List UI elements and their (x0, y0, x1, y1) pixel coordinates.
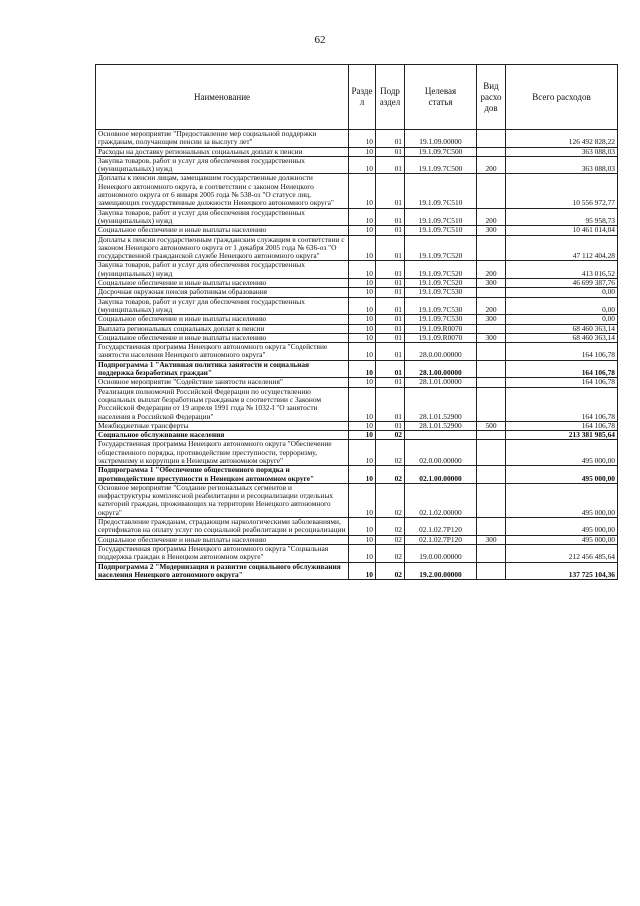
row-celevaya-cell: 28.1.01.52900 (405, 421, 477, 430)
row-razdel-cell: 10 (349, 174, 376, 208)
row-name-cell: Социальное обеспечение и иные выплаты населению (96, 279, 349, 288)
row-vid-cell (477, 235, 506, 261)
row-name-cell: Государственная программа Ненецкого автономного округа "Обеспечение общественного порядка, противодействие преступности, терроризму, экстремизму и коррупции в Ненецком автономном округе" (96, 440, 349, 466)
table-row (96, 279, 618, 288)
table-row (96, 226, 618, 235)
header-razdel: Разде л (349, 65, 376, 130)
row-razdel-cell: 10 (349, 147, 376, 156)
row-podrazdel-cell: 01 (376, 387, 405, 421)
row-sum-cell: 363 088,03 (506, 156, 618, 174)
row-vid-cell (477, 518, 506, 536)
row-celevaya-cell: 19.1.09.7С530 (405, 297, 477, 315)
table-row (96, 235, 618, 261)
row-podrazdel-cell: 01 (376, 261, 405, 279)
row-vid-cell: 500 (477, 421, 506, 430)
row-celevaya-cell: 28.0.00.00000 (405, 343, 477, 361)
row-sum-cell: 164 106,78 (506, 343, 618, 361)
row-vid-cell (477, 130, 506, 148)
row-podrazdel-cell: 01 (376, 279, 405, 288)
table-row (96, 387, 618, 421)
row-name-cell: Подпрограмма 2 "Модернизация и развитие социального обслуживания населения Ненецкого автономного округа" (96, 562, 349, 580)
row-vid-cell (477, 387, 506, 421)
row-vid-cell (477, 466, 506, 484)
row-podrazdel-cell: 01 (376, 288, 405, 297)
row-sum-cell: 126 492 828,22 (506, 130, 618, 148)
row-vid-cell: 300 (477, 535, 506, 544)
row-sum-cell: 0,00 (506, 297, 618, 315)
row-name-cell: Подпрограмма 1 "Активная политика занятости и социальная поддержка безработных граждан" (96, 360, 349, 378)
row-vid-cell: 200 (477, 208, 506, 226)
row-razdel-cell: 10 (349, 324, 376, 333)
row-name-cell: Доплаты к пенсии лицам, замещавшим государственные должности Ненецкого автономного округа, в соответствии с законом Ненецкого автономного округа от 6 января 2005 года № 538-оз "О статусе лиц, замещающих государственные должности Ненецкого автономного округа" (96, 174, 349, 208)
row-celevaya-cell: 02.0.00.00000 (405, 440, 477, 466)
row-celevaya-cell: 19.1.09.7С500 (405, 156, 477, 174)
table-row (96, 343, 618, 361)
table-row (96, 261, 618, 279)
row-celevaya-cell: 19.1.09.7С520 (405, 235, 477, 261)
row-name-cell: Закупка товаров, работ и услуг для обеспечения государственных (муниципальных) нужд (96, 297, 349, 315)
row-celevaya-cell: 19.1.09.7С500 (405, 147, 477, 156)
row-sum-cell: 68 460 363,14 (506, 333, 618, 342)
row-vid-cell (477, 174, 506, 208)
row-razdel-cell: 10 (349, 466, 376, 484)
row-sum-cell: 413 016,52 (506, 261, 618, 279)
row-sum-cell: 10 556 972,77 (506, 174, 618, 208)
row-sum-cell: 0,00 (506, 315, 618, 324)
row-sum-cell: 164 106,78 (506, 378, 618, 387)
row-razdel-cell: 10 (349, 297, 376, 315)
row-celevaya-cell: 19.1.09.7С530 (405, 288, 477, 297)
row-sum-cell: 164 106,78 (506, 421, 618, 430)
row-name-cell: Предоставление гражданам, страдающим наркологическими заболеваниями, сертификатов на оплату услуг по социальной реабилитации и ресоциализации (96, 518, 349, 536)
table-row (96, 440, 618, 466)
row-podrazdel-cell: 01 (376, 343, 405, 361)
row-podrazdel-cell: 01 (376, 297, 405, 315)
row-podrazdel-cell: 02 (376, 483, 405, 517)
row-podrazdel-cell: 02 (376, 544, 405, 562)
row-name-cell: Социальное обеспечение и иные выплаты населению (96, 315, 349, 324)
table-row (96, 421, 618, 430)
row-razdel-cell: 10 (349, 387, 376, 421)
table-row (96, 147, 618, 156)
table-row (96, 378, 618, 387)
row-razdel-cell: 10 (349, 156, 376, 174)
row-sum-cell: 363 088,03 (506, 147, 618, 156)
table-row (96, 360, 618, 378)
row-razdel-cell: 10 (349, 378, 376, 387)
row-razdel-cell: 10 (349, 343, 376, 361)
row-razdel-cell: 10 (349, 208, 376, 226)
row-name-cell: Закупка товаров, работ и услуг для обеспечения государственных (муниципальных) нужд (96, 208, 349, 226)
row-podrazdel-cell: 01 (376, 333, 405, 342)
row-celevaya-cell: 19.1.09.7С510 (405, 208, 477, 226)
row-sum-cell: 10 461 014,04 (506, 226, 618, 235)
row-vid-cell (477, 431, 506, 440)
row-sum-cell: 495 000,00 (506, 518, 618, 536)
row-podrazdel-cell: 02 (376, 562, 405, 580)
header-vid-rashodov: Вид расхо дов (477, 65, 506, 130)
row-celevaya-cell: 02.1.02.00000 (405, 483, 477, 517)
row-vid-cell: 200 (477, 297, 506, 315)
row-celevaya-cell: 19.1.09.7С510 (405, 226, 477, 235)
row-vid-cell: 300 (477, 279, 506, 288)
row-vid-cell: 300 (477, 226, 506, 235)
row-sum-cell: 47 112 404,28 (506, 235, 618, 261)
row-sum-cell: 495 000,00 (506, 440, 618, 466)
row-podrazdel-cell: 01 (376, 174, 405, 208)
row-razdel-cell: 10 (349, 518, 376, 536)
row-name-cell: Выплата региональных социальных доплат к пенсии (96, 324, 349, 333)
row-sum-cell: 164 106,78 (506, 387, 618, 421)
row-vid-cell (477, 544, 506, 562)
header-podrazdel: Подр аздел (376, 65, 405, 130)
table-row (96, 297, 618, 315)
row-sum-cell: 137 725 104,36 (506, 562, 618, 580)
row-podrazdel-cell: 01 (376, 378, 405, 387)
row-name-cell: Досрочная окружная пенсия работникам образования (96, 288, 349, 297)
table-row (96, 324, 618, 333)
row-podrazdel-cell: 01 (376, 360, 405, 378)
row-name-cell: Социальное обеспечение и иные выплаты населению (96, 535, 349, 544)
header-celevaya-statya: Целевая статья (405, 65, 477, 130)
row-sum-cell: 213 381 985,64 (506, 431, 618, 440)
row-podrazdel-cell: 01 (376, 315, 405, 324)
row-razdel-cell: 10 (349, 431, 376, 440)
table-row (96, 333, 618, 342)
table-row (96, 315, 618, 324)
row-podrazdel-cell: 01 (376, 324, 405, 333)
row-name-cell: Государственная программа Ненецкого автономного округа "Содействие занятости населения Ненецкого автономного округа" (96, 343, 349, 361)
row-vid-cell (477, 378, 506, 387)
row-celevaya-cell: 28.1.01.52900 (405, 387, 477, 421)
row-razdel-cell: 10 (349, 421, 376, 430)
row-name-cell: Закупка товаров, работ и услуг для обеспечения государственных (муниципальных) нужд (96, 261, 349, 279)
row-vid-cell (477, 440, 506, 466)
table-row (96, 535, 618, 544)
row-celevaya-cell: 19.1.09.7С510 (405, 174, 477, 208)
row-name-cell: Доплаты к пенсии государственным гражданским служащим в соответствии с законом Ненецкого автономного округа от 1 декабря 2005 года № 636-оз "О государственной гражданской службе Ненецкого автономного округа" (96, 235, 349, 261)
budget-table (95, 64, 618, 580)
row-name-cell: Закупка товаров, работ и услуг для обеспечения государственных (муниципальных) нужд (96, 156, 349, 174)
table-row (96, 562, 618, 580)
row-celevaya-cell: 02.1.00.00000 (405, 466, 477, 484)
row-razdel-cell: 10 (349, 360, 376, 378)
row-razdel-cell: 10 (349, 279, 376, 288)
row-celevaya-cell: 19.0.00.00000 (405, 544, 477, 562)
row-razdel-cell: 10 (349, 544, 376, 562)
table-row (96, 483, 618, 517)
row-razdel-cell: 10 (349, 130, 376, 148)
row-vid-cell: 200 (477, 261, 506, 279)
row-name-cell: Государственная программа Ненецкого автономного округа "Социальная поддержка граждан в Ненецком автономном округе" (96, 544, 349, 562)
row-celevaya-cell: 19.2.00.00000 (405, 562, 477, 580)
row-vid-cell (477, 324, 506, 333)
table-row (96, 431, 618, 440)
row-sum-cell: 495 000,00 (506, 483, 618, 517)
row-razdel-cell: 10 (349, 440, 376, 466)
row-podrazdel-cell: 01 (376, 147, 405, 156)
row-name-cell: Реализация полномочий Российской Федерации по осуществлению социальных выплат безработным гражданам в соответствии с Законом Российской Федерации от 19 апреля 1991 года № 1032-I "О занятости населения в Российской Федерации" (96, 387, 349, 421)
row-name-cell: Основное мероприятие "Содействие занятости населения" (96, 378, 349, 387)
table-body (96, 130, 618, 580)
row-celevaya-cell: 19.1.09.7С520 (405, 261, 477, 279)
row-podrazdel-cell: 01 (376, 130, 405, 148)
row-celevaya-cell: 02.1.02.7Р120 (405, 518, 477, 536)
row-celevaya-cell: 19.1.09.00000 (405, 130, 477, 148)
row-vid-cell: 200 (477, 156, 506, 174)
row-celevaya-cell: 02.1.02.7Р120 (405, 535, 477, 544)
page-number: 62 (314, 34, 326, 46)
row-celevaya-cell: 19.1.09.R0070 (405, 333, 477, 342)
row-name-cell: Межбюджетные трансферты (96, 421, 349, 430)
row-celevaya-cell: 19.1.09.7С530 (405, 315, 477, 324)
row-podrazdel-cell: 02 (376, 440, 405, 466)
row-razdel-cell: 10 (349, 535, 376, 544)
row-sum-cell: 46 699 387,76 (506, 279, 618, 288)
table-row (96, 174, 618, 208)
row-podrazdel-cell: 02 (376, 466, 405, 484)
table-row (96, 466, 618, 484)
row-sum-cell: 212 456 485,64 (506, 544, 618, 562)
row-razdel-cell: 10 (349, 483, 376, 517)
header-name: Наименование (96, 65, 349, 130)
row-celevaya-cell: 28.1.01.00000 (405, 378, 477, 387)
row-name-cell: Расходы на доставку региональных социальных доплат к пенсии (96, 147, 349, 156)
row-razdel-cell: 10 (349, 315, 376, 324)
row-sum-cell: 495 000,00 (506, 535, 618, 544)
table-row (96, 544, 618, 562)
row-celevaya-cell: 28.1.00.00000 (405, 360, 477, 378)
row-podrazdel-cell: 02 (376, 431, 405, 440)
row-vid-cell (477, 343, 506, 361)
row-podrazdel-cell: 01 (376, 208, 405, 226)
row-sum-cell: 95 958,73 (506, 208, 618, 226)
row-razdel-cell: 10 (349, 261, 376, 279)
row-podrazdel-cell: 01 (376, 235, 405, 261)
row-vid-cell: 300 (477, 315, 506, 324)
table-row (96, 288, 618, 297)
row-sum-cell: 495 000,00 (506, 466, 618, 484)
row-razdel-cell: 10 (349, 333, 376, 342)
row-razdel-cell: 10 (349, 288, 376, 297)
row-sum-cell: 164 106,78 (506, 360, 618, 378)
table-row (96, 208, 618, 226)
row-vid-cell (477, 562, 506, 580)
row-celevaya-cell: 19.1.09.7С520 (405, 279, 477, 288)
row-name-cell: Основное мероприятие "Создание региональных сегментов и инфраструктуры комплексной реабилитации и ресоциализации отдельных категорий граждан, проживающих на территории Ненецкого автономного округа" (96, 483, 349, 517)
row-sum-cell: 68 460 363,14 (506, 324, 618, 333)
row-celevaya-cell (405, 431, 477, 440)
table-row (96, 518, 618, 536)
row-vid-cell: 300 (477, 333, 506, 342)
row-razdel-cell: 10 (349, 562, 376, 580)
row-podrazdel-cell: 01 (376, 226, 405, 235)
row-sum-cell: 0,00 (506, 288, 618, 297)
row-name-cell: Основное мероприятие "Предоставление мер социальной поддержки гражданам, получающим пенсии за выслугу лет" (96, 130, 349, 148)
table-row (96, 156, 618, 174)
row-name-cell: Социальное обеспечение и иные выплаты населению (96, 226, 349, 235)
row-vid-cell (477, 288, 506, 297)
row-vid-cell (477, 360, 506, 378)
row-podrazdel-cell: 02 (376, 518, 405, 536)
row-razdel-cell: 10 (349, 235, 376, 261)
row-podrazdel-cell: 01 (376, 421, 405, 430)
row-podrazdel-cell: 02 (376, 535, 405, 544)
row-name-cell: Подпрограмма 1 "Обеспечение общественного порядка и противодействие преступности в Ненецком автономном округе" (96, 466, 349, 484)
table-row (96, 130, 618, 148)
row-name-cell: Социальное обслуживание населения (96, 431, 349, 440)
row-vid-cell (477, 147, 506, 156)
header-total-expenses: Всего расходов (506, 65, 618, 130)
row-podrazdel-cell: 01 (376, 156, 405, 174)
row-celevaya-cell: 19.1.09.R0070 (405, 324, 477, 333)
row-razdel-cell: 10 (349, 226, 376, 235)
table-header-row (96, 65, 618, 130)
row-name-cell: Социальное обеспечение и иные выплаты населению (96, 333, 349, 342)
row-vid-cell (477, 483, 506, 517)
